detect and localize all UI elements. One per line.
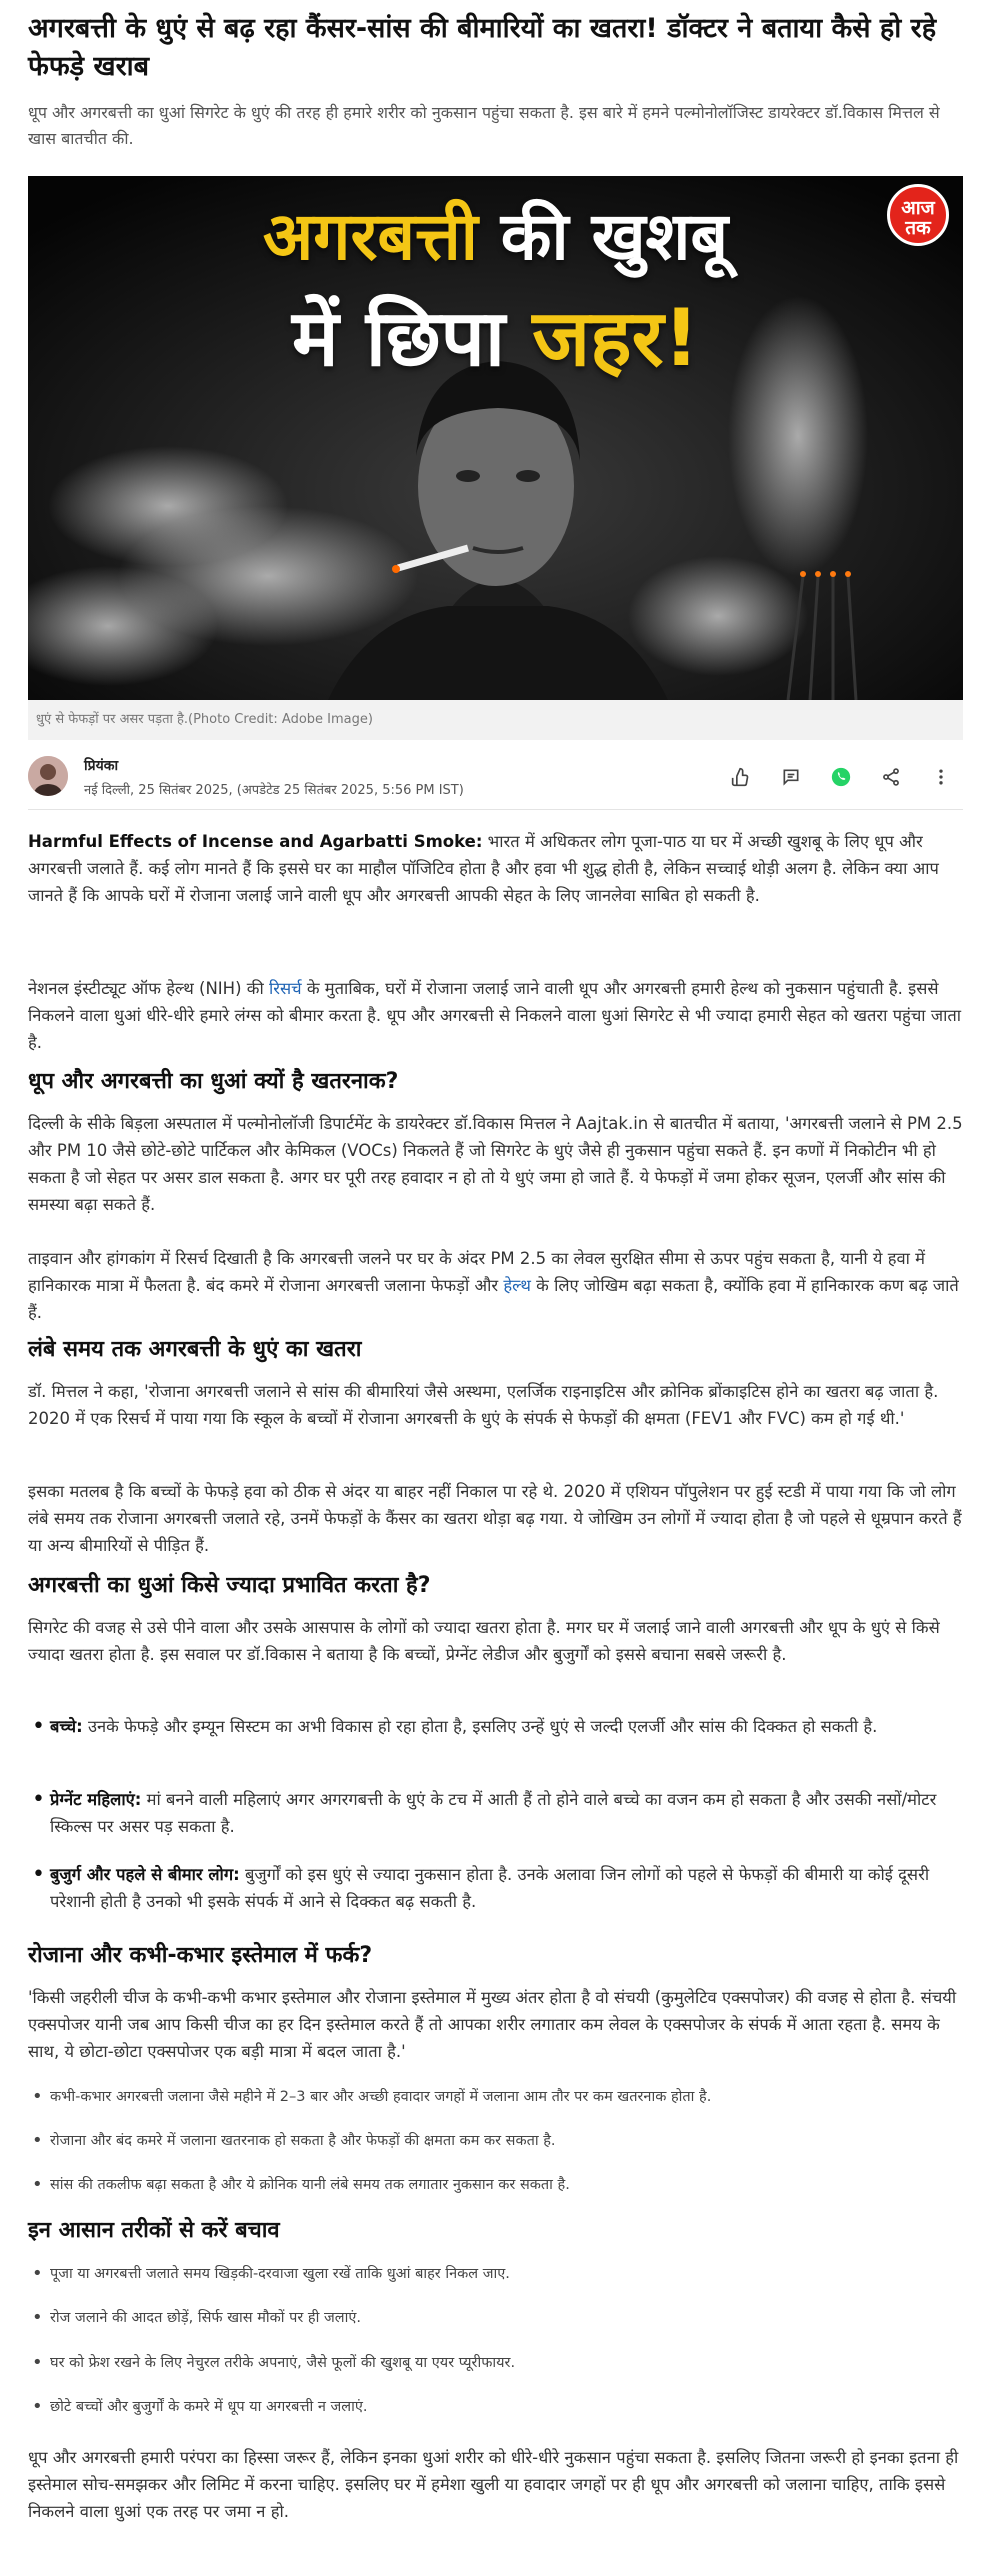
group-text: बुजुर्गों को इस धुएं से ज्यादा नुकसान होता है. उनके अलावा जिन लोगों को पहले से फेफड़ों की बीमारी या कोई दूसरी परेशानी होती है उनको भी इसके संपर्क में आने से दिक्कत बढ़ सकती है. [50,1865,930,1911]
intro-lead: Harmful Effects of Incense and Agarbatti Smoke: [28,832,483,851]
list-item: • सांस की तकलीफ बढ़ा सकता है और ये क्रोनिक यानी लंबे समय तक लगातार नुकसान कर सकता है. [28,2174,963,2196]
paragraph-doctor-quote: दिल्ली के सीके बिड़ला अस्पताल में पल्मोनोलॉजी डिपार्टमेंट के डायरेक्टर डॉ.विकास मित्तल ने Aajtak.in से बातचीत में बताया, 'अगरबत्ती जलाने से PM 2.5 और PM 10 जैसे छोटे-छोटे पार्टिकल और केमिकल (VOCs) निकलते हैं जो सिगरेट के धुएं जैसे ही नुकसान पहुंचा सकते हैं. इन कणों में निकोटीन भी हो सकता है जो सेहत पर असर डाल सकता है. अगर घर पूरी तरह हवादार न हो तो ये धुएं जमा हो जाते हैं. ये फेफड़ों में जमा होकर सूजन, एलर्जी और सांस की समस्या बढ़ा सकते हैं. [28,1114,963,1214]
like-icon[interactable] [729,765,753,789]
logo-line2: तक [905,217,931,239]
health-link[interactable]: हेल्थ [503,1276,531,1295]
hero-title-line1 [28,192,963,282]
group-text: उनके फेफड़े और इम्यून सिस्टम का अभी विकास हो रहा होता है, इसलिए उन्हें धुएं से जल्दी एलर्जी और सांस की दिक्कत हो सकती है. [82,1717,878,1736]
article-actions [729,762,953,792]
group-title: बच्चे: [50,1717,83,1736]
paragraph-nih [28,975,963,1056]
list-item [28,1861,963,1915]
publish-date: नई दिल्ली, 25 सितंबर 2025, (अपडेटेड 25 सितंबर 2025, 5:56 PM IST) [84,783,464,798]
taiwan-text-b: के लिए जोखिम बढ़ा सकता है, क्योंकि हवा में हानिकारक कण बढ़ जाते हैं. [28,1276,959,1322]
paragraph-conclusion: धूप और अगरबत्ती हमारी परंपरा का हिस्सा जरूर हैं, लेकिन इनका धुआं शरीर को धीरे-धीरे नुकसान पहुंचा सकता है. इसलिए जितना जरूरी हो इनका इतना ही इस्तेमाल सोच-समझकर और लिमिट में करना चाहिए. इसलिए घर में हमेशा खुली या हवादार जगहों पर ही धूप और अगरबत्ती को जलाना चाहिए, ताकि इससे निकलने वाला धुआं एक तरह पर जमा न हो. [28,2448,959,2521]
aajtak-logo [887,184,949,246]
image-caption: धुएं से फेफड़ों पर असर पड़ता है.(Photo Credit: Adobe Image) [28,700,963,740]
hero-title-line1-highlight: अगरबत्ती [262,198,478,275]
intro-text: भारत में अधिकतर लोग पूजा-पाठ या घर में अच्छी खुशबू के लिए धूप और अगरबत्ती जलाते हैं. कई लोग मानते हैं कि इससे घर का माहौल पॉजिटिव होता है और हवा भी शुद्ध होती है, लेकिन सच्चाई थोड़ी अलग है. लेकिन क्या आप जानते हैं कि आपके घरों में रोजाना जलाई जाने वाली धूप और अगरबत्ती आपकी सेहत के लिए जानलेवा साबित हो सकती है. [28,832,939,905]
paragraph-who-affected: सिगरेट की वजह से उसे पीने वाला और उसके आसपास के लोगों को ज्यादा खतरा होता है. मगर घर में जलाई जाने वाली अगरबत्ती और धूप के धुएं से किसे ज्यादा खतरा होता है. इस सवाल पर डॉ.विकास ने बताया है कि बच्चों, प्रेग्नेंट लेडीज और बुजुर्गों को इससे बचाना सबसे जरूरी है. [28,1618,940,1664]
paragraph-long-term-risk: डॉ. मित्तल ने कहा, 'रोजाना अगरबत्ती जलाने से सांस की बीमारियां जैसे अस्थमा, एलर्जिक राइनाइटिस और क्रोनिक ब्रोंकाइटिस होने का खतरा बढ़ जाता है. 2020 में एक रिसर्च में पाया गया कि स्कूल के बच्चों में रोजाना अगरबत्ती के धुएं के संपर्क से फेफड़ों की क्षमता (FEV1 और FVC) कम हो गई थी.' [28,1382,939,1428]
group-text: मां बनने वाली महिलाएं अगर अगरगबत्ती के धुएं के टच में आती हैं तो होने वाले बच्चे का वजन कम हो सकता है और उसकी नसों/मोटर स्किल्स पर असर पड़ सकता है. [50,1790,937,1836]
author-avatar[interactable] [28,756,68,796]
headline: अगरबत्ती के धुएं से बढ़ रहा कैंसर-सांस की बीमारियों का खतरा! डॉक्टर ने बताया कैसे हो रहे फेफड़े खराब [28,13,937,82]
paragraph-intro [28,828,963,909]
section-heading-why-dangerous: धूप और अगरबत्ती का धुआं क्यों है खतरनाक? [28,1069,399,1094]
nih-text-a: नेशनल इंस्टीट्यूट ऑफ हेल्थ (NIH) की [28,979,269,998]
list-item [28,1786,963,1840]
hero-title-line2 [28,284,963,394]
more-icon[interactable] [929,765,953,789]
section-heading-usage-difference: रोजाना और कभी-कभार इस्तेमाल में फर्क? [28,1943,373,1968]
research-link[interactable]: रिसर्च [268,979,302,998]
paragraph-lung-cancer: इसका मतलब है कि बच्चों के फेफड़े हवा को ठीक से अंदर या बाहर नहीं निकाल पा रहे थे. 2020 में एशियन पॉपुलेशन पर हुई स्टडी में पाया गया कि जो लोग लंबे समय तक रोजाना अगरबत्ती जलाते रहे, उनमें फेफड़ों के कैंसर का खतरा थोड़ा बढ़ गया. ये जोखिम उन लोगों में ज्यादा होता है जो पहले से धूम्रपान करते हैं या अन्य बीमारियों से पीड़ित हैं. [28,1482,962,1555]
whatsapp-icon[interactable] [829,765,853,789]
list-item: • घर को फ्रेश रखने के लिए नेचुरल तरीके अपनाएं, जैसे फूलों की खुशबू या एयर प्यूरीफायर. [28,2352,963,2374]
article-deck: धूप और अगरबत्ती का धुआं सिगरेट के धुएं की तरह ही हमारे शरीर को नुकसान पहुंचा सकता है. इस बारे में हमने पल्मोनोलॉजिस्ट डायरेक्टर डॉ.विकास मित्तल से खास बातचीत की. [28,103,940,148]
group-title: बुजुर्ग और पहले से बीमार लोग: [50,1865,240,1884]
hero-title-line1-rest: की खुशबू [477,198,729,275]
share-icon[interactable] [879,765,903,789]
paragraph-cumulative-exposure: 'किसी जहरीली चीज के कभी-कभी कभार इस्तेमाल और रोजाना इस्तेमाल में मुख्य अंतर होता है वो संचयी (कुमुलेटिव एक्सपोजर) की वजह से होता है. संचयी एक्सपोजर यानी जब आप किसी चीज का हर दिन इस्तेमाल करते हैं तो आपका शरीर लगातार कम लेवल के एक्सपोजर के संपर्क में आता रहता है. समय के साथ, ये छोटा-छोटा एक्सपोजर एक बड़ी मात्रा में बदल जाता है.' [28,1988,957,2061]
logo-line1: आज [901,197,935,219]
paragraph-taiwan-study [28,1245,963,1326]
hero-image[interactable] [28,176,963,700]
hero-title-line2-rest: में छिपा [291,294,533,384]
author-name[interactable]: प्रियंका [84,758,119,774]
list-item [28,1713,963,1740]
nih-text-b: के मुताबिक, घरों में रोजाना जलाई जाने वाली धूप और अगरबत्ती हमारी हेल्थ को नुकसान पहुंचाती है. इससे निकलने वाला धुआं धीरे-धीरे हमारे लंग्स को बीमार करता है. धूप और अगरबत्ती से निकलने वाला धुआं सिगरेट से भी ज्यादा हमारी सेहत को खतरा पहुंचा जाता है. [28,979,962,1052]
list-item: • छोटे बच्चों और बुजुर्गों के कमरे में धूप या अगरबत्ती न जलाएं. [28,2396,963,2418]
avatar-icon [28,756,68,796]
byline [28,752,963,810]
hero-title-line2-highlight: जहर! [532,294,700,384]
section-heading-prevention: इन आसान तरीकों से करें बचाव [28,2218,280,2243]
comment-icon[interactable] [779,765,803,789]
list-item: • कभी-कभार अगरबत्ती जलाना जैसे महीने में 2–3 बार और अच्छी हवादार जगहों में जलाना आम तौर पर कम खतरनाक होता है. [28,2086,963,2108]
list-item: • रोजाना और बंद कमरे में जलाना खतरनाक हो सकता है और फेफड़ों की क्षमता कम कर सकता है. [28,2130,963,2152]
list-item: • पूजा या अगरबत्ती जलाते समय खिड़की-दरवाजा खुला रखें ताकि धुआं बाहर निकल जाए. [28,2263,963,2285]
taiwan-text-a: ताइवान और हांगकांग में रिसर्च दिखाती है कि अगरबत्ती जलने पर घर के अंदर PM 2.5 का लेवल सुरक्षित सीमा से ऊपर पहुंच सकता है, यानी ये हवा में हानिकारक मात्रा में फैलता है. बंद कमरे में रोजाना अगरबत्ती जलाना फेफड़ों और [28,1249,926,1295]
list-item: • रोज जलाने की आदत छोड़ें, सिर्फ खास मौकों पर ही जलाएं. [28,2307,963,2329]
section-heading-who-affected: अगरबत्ती का धुआं किसे ज्यादा प्रभावित करता है? [28,1573,431,1598]
section-heading-long-term: लंबे समय तक अगरबत्ती के धुएं का खतरा [28,1337,362,1362]
group-title: प्रेग्नेंट महिलाएं: [50,1790,142,1809]
